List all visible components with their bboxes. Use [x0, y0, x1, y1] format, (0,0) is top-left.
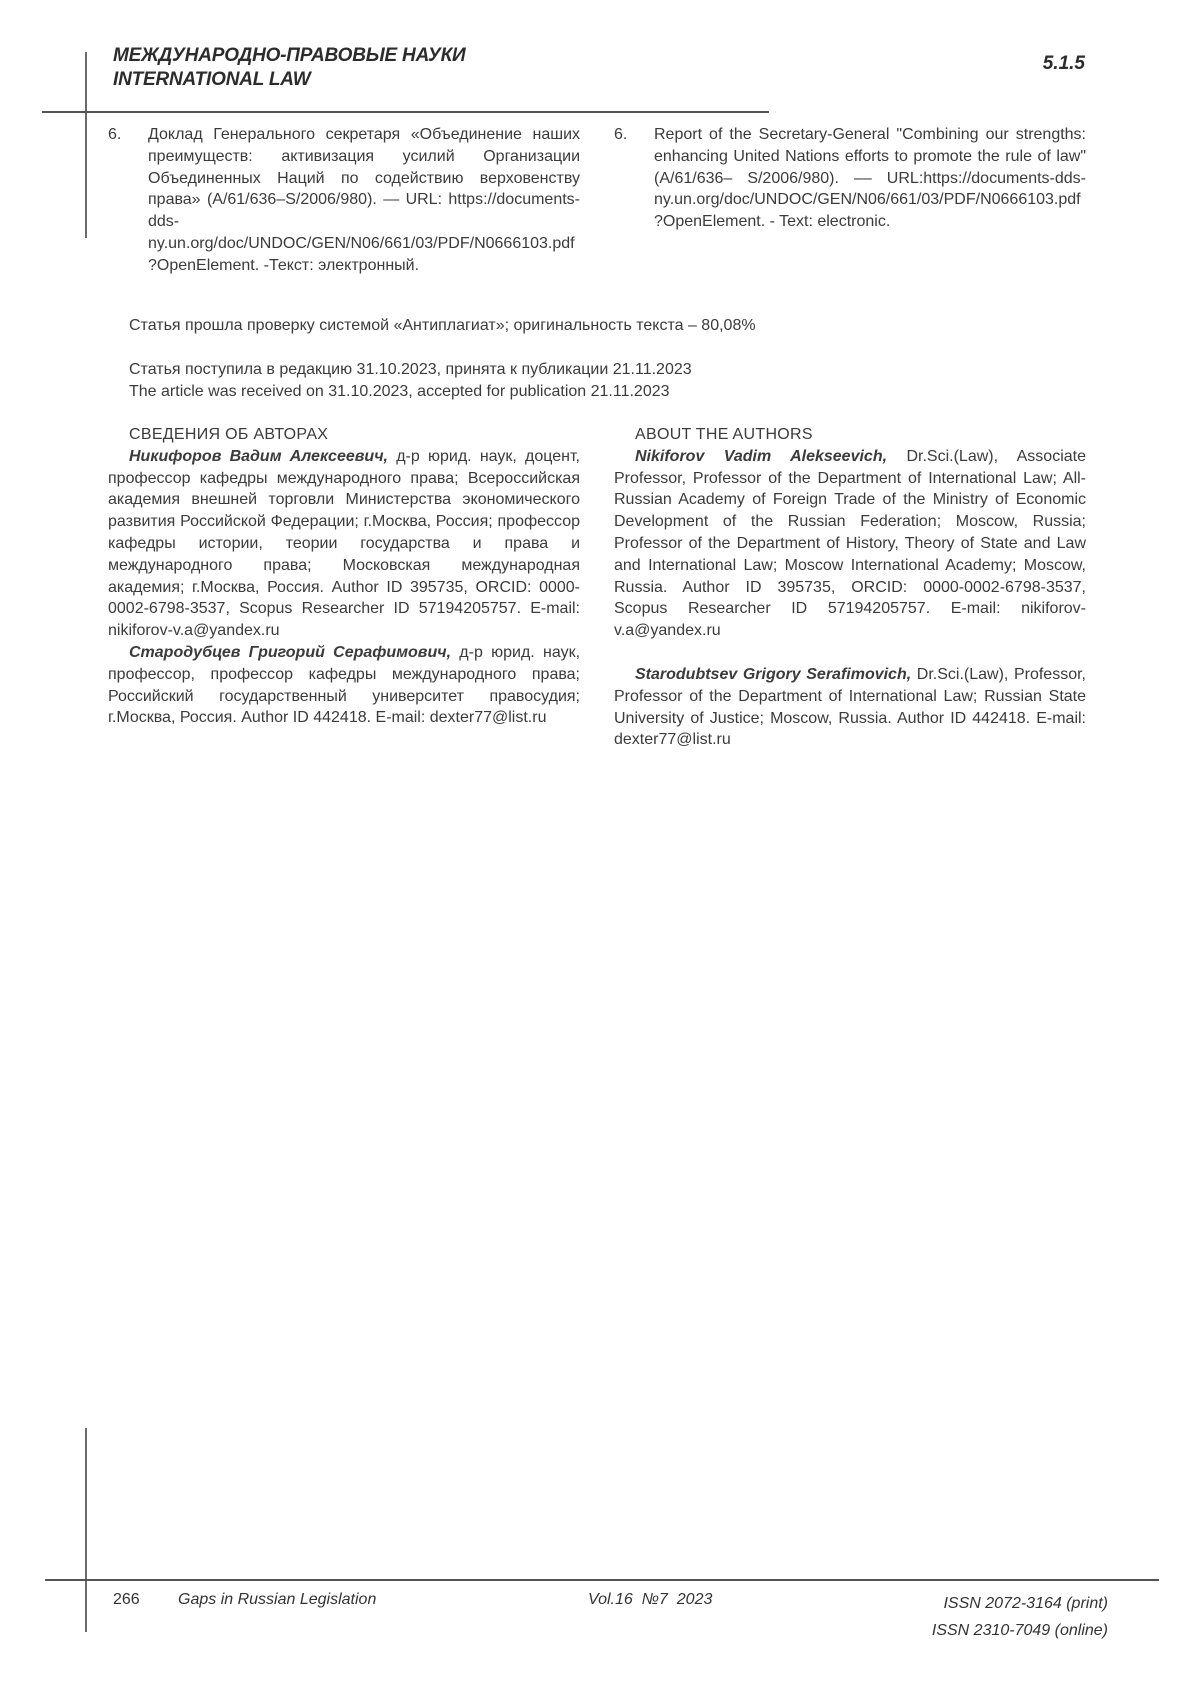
- reference-item-en: [614, 124, 1086, 277]
- section-number: 5.1.5: [1042, 53, 1085, 74]
- antiplagiarism-note: Статья прошла проверку системой «Антиплагиат»; оригинальность текста – 80,08%: [129, 316, 756, 334]
- author-bio: д-р юрид. наук, доцент, профессор кафедры международного права; Всероссийская академия внешней торговли Министерства экономического развития Российской Федерации; г.Москва, Россия; профессор кафедры истории, теории государства и права и международного права; Московская международная академия; г.Москва, Россия. Author ID 395735, ORCID: 0000-0002-6798-3537, Scopus Researcher ID 57194205757. E-mail: nikiforov-v.a@yandex.ru: [108, 447, 580, 640]
- received-note-ru: Статья поступила в редакцию 31.10.2023, принята к публикации 21.11.2023: [129, 361, 692, 379]
- authors-section-ru: [108, 424, 580, 751]
- author-name: Starodubtsev Grigory Serafimovich,: [635, 665, 912, 683]
- author-name: Стародубцев Григорий Серафимович,: [129, 643, 452, 661]
- page-content: [108, 124, 1086, 751]
- authors-section-en: [614, 424, 1086, 751]
- reference-item-ru: [108, 124, 580, 277]
- author-bio: Dr.Sci.(Law), Professor, Professor of the Department of International Law; Russian State University of Justice; Moscow, Russia. Author ID 442418. E-mail: dexter77@list.ru: [614, 665, 1086, 749]
- author-entry: [614, 446, 1086, 642]
- page-number: 266: [113, 1591, 140, 1608]
- authors-heading-en: ABOUT THE AUTHORS: [635, 425, 813, 443]
- issn-block: [932, 1590, 1108, 1644]
- volume-issue: Vol.16 №7 2023: [588, 1591, 713, 1608]
- received-note-en: The article was received on 31.10.2023, accepted for publication 21.11.2023: [129, 383, 670, 401]
- issn-print: ISSN 2072-3164 (print): [943, 1595, 1108, 1612]
- left-margin-line-bottom: [85, 1428, 87, 1632]
- author-entry: [614, 664, 1086, 751]
- author-bio: д-р юрид. наук, профессор, профессор кафедры международного права; Российский государственный университет правосудия; г.Москва, Россия. Author ID 442418. E-mail: dexter77@list.ru: [108, 643, 581, 727]
- references-row: [108, 124, 1086, 277]
- reference-text-en: Report of the Secretary-General "Combining our strengths: enhancing United Nations efforts to promote the rule of law" (A/61/636– S/2006/980). –– URL:https://documents-dds-ny.un.org/doc/UNDOC/GEN/N06/661/03/PDF/N0666103.pdf?OpenElement. - Text: electronic.: [654, 126, 1086, 231]
- header-title-en: INTERNATIONAL LAW: [113, 69, 311, 90]
- issn-online: ISSN 2310-7049 (online): [931, 1622, 1108, 1639]
- header-divider-rule: [42, 111, 769, 113]
- page-header: [113, 44, 466, 92]
- reference-number-ru: 6.: [108, 126, 122, 143]
- authors-row: [108, 424, 1086, 751]
- reference-text-ru: Доклад Генерального секретаря «Объединение наших преимуществ: активизация усилий Организации Объединенных Наций по содействию верховенству права» (А/61/636–S/2006/980). — URL: https://documents-dds-ny.un.org/doc/UNDOC/GEN/N06/661/03/PDF/N0666103.pdf?OpenElement. -Текст: электронный.: [148, 126, 580, 274]
- author-entry: [108, 642, 580, 729]
- author-name: Nikiforov Vadim Alekseevich,: [635, 447, 888, 465]
- author-bio: Dr.Sci.(Law), Associate Professor, Professor of the Department of International Law; All-Russian Academy of Foreign Trade of the Ministry of Economic Development of the Russian Federation; Moscow, Russia; Professor of the Department of History, Theory of State and Law and International Law; Moscow International Academy; Moscow, Russia. Author ID 395735, ORCID: 0000-0002-6798-3537, Scopus Researcher ID 57194205757. E-mail: nikiforov-v.a@yandex.ru: [614, 447, 1086, 640]
- journal-name: Gaps in Russian Legislation: [178, 1591, 377, 1608]
- reference-number-en: 6.: [614, 126, 628, 143]
- left-margin-line-top: [85, 52, 87, 238]
- footer-divider-rule: [45, 1579, 1159, 1581]
- author-name: Никифоров Вадим Алексеевич,: [129, 447, 388, 465]
- header-title-ru: МЕЖДУНАРОДНО-ПРАВОВЫЕ НАУКИ: [113, 45, 466, 66]
- authors-heading-ru: СВЕДЕНИЯ ОБ АВТОРАХ: [129, 425, 329, 443]
- author-entry: [108, 446, 580, 642]
